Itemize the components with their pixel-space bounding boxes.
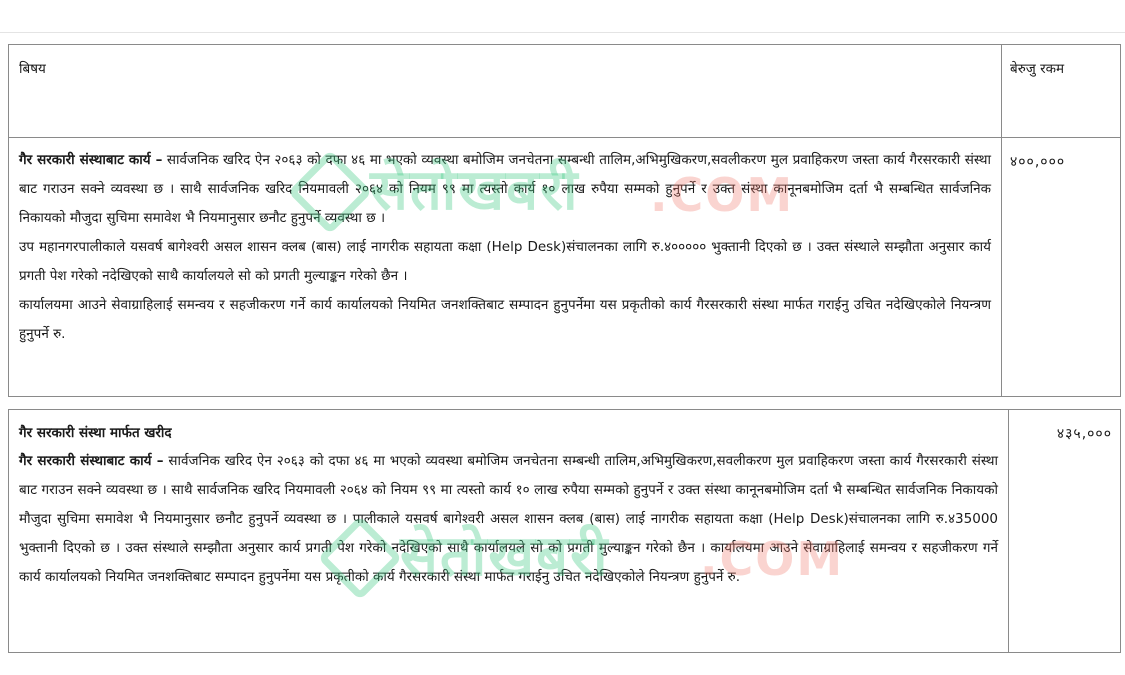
header-subject-cell (9, 45, 1002, 138)
audit-table-2 (8, 409, 1121, 653)
amount-cell (1009, 410, 1121, 653)
top-divider (0, 32, 1125, 33)
audit-table-1 (8, 44, 1121, 397)
paragraph-2: उप महानगरपालीकाले यसवर्ष बागेश्वरी असल शासन क्लब (बास) लाई नागरीक सहायता कक्षा (Help Desk)संचालनका लागि रु.४००००० भुक्तानी दिएको छ । उक्त संस्थाले सम्झौता अनुसार कार्य प्रगती पेश गरेको नदेखिएको साथै कार्यालयले सो को प्रगती मुल्याङ्कन गरेको छैन । (19, 239, 991, 284)
subject-heading: गैर सरकारी संस्थाबाट कार्य – (19, 453, 164, 469)
amount-value: ४३५,००० (1056, 426, 1112, 442)
table-header-row (9, 45, 1121, 138)
section-title: गैर सरकारी संस्था मार्फत खरीद (19, 425, 172, 441)
subject-cell (9, 138, 1002, 397)
header-amount: बेरुजु रकम (1010, 61, 1065, 77)
table-row (9, 138, 1121, 397)
subject-heading: गैर सरकारी संस्थाबाट कार्य – (19, 152, 163, 168)
header-amount-cell (1002, 45, 1121, 138)
header-subject: बिषय (19, 61, 46, 77)
paragraph-1-text: सार्वजनिक खरिद ऐन २०६३ को दफा ४६ मा भएको व्यवस्था बमोजिम जनचेतना सम्बन्धी तालिम,अभिमुखिकरण,सवलीकरण मुल प्रवाहिकरण जस्ता कार्य गैरसरकारी संस्था बाट गराउन सक्ने व्यवस्था छ । साथै सार्वजनिक खरिद नियमावली २०६४ को नियम ९९ मा त्यस्तो कार्य १० लाख रुपैया सम्मको हुनुपर्ने र उक्त संस्था कानूनबमोजिम दर्ता भै सम्बन्धित सार्वजनिक निकायको मौजुदा सुचिमा समावेश भै नियमानुसार छनौट हुनुपर्ने व्यवस्था छ । पालीकाले यसवर्ष बागेश्वरी असल शासन क्लब (बास) लाई नागरीक सहायता कक्षा (Help Desk)संचालनका लागि रु.४35000 भुक्तानी दिएको छ । उक्त संस्थाले सम्झौता अनुसार कार्य प्रगती पेश गरेको नदेखिएको साथै कार्यालयले सो को प्रगती मुल्याङ्कन गरेको छैन । कार्यालयमा आउने सेवाग्राहिलाई समन्वय र सहजीकरण गर्ने कार्य कार्यालयको नियमित जनशक्तिबाट सम्पादन हुनुपर्नेमा यस प्रकृतीको कार्य गैरसरकारी संस्था मार्फत गराईनु उचित नदेखिएकोले नियन्त्रण हुनुपर्ने रु. (19, 453, 999, 585)
amount-cell (1002, 138, 1121, 397)
watermark-suffix: .COM (700, 532, 845, 586)
watermark-brand: सेतोखबरी (400, 524, 610, 589)
paragraph-3: कार्यालयमा आउने सेवाग्राहिलाई समन्वय र सहजीकरण गर्ने कार्य कार्यालयको नियमित जनशक्तिबाट सम्पादन हुनुपर्नेमा यस प्रकृतीको कार्य गैरसरकारी संस्था मार्फत गराईनु उचित नदेखिएकोले नियन्त्रण हुनुपर्ने रु. (19, 297, 991, 342)
paragraph-1 (19, 447, 998, 592)
watermark-suffix: .COM (650, 168, 795, 222)
table-row (9, 410, 1121, 653)
paragraph-1-text: सार्वजनिक खरिद ऐन २०६३ को दफा ४६ मा भएको व्यवस्था बमोजिम जनचेतना सम्बन्धी तालिम,अभिमुखिकरण,सवलीकरण मुल प्रवाहिकरण जस्ता कार्य गैरसरकारी संस्था बाट गराउन सक्ने व्यवस्था छ । साथै सार्वजनिक खरिद नियमावली २०६४ को नियम ९९ मा त्यस्तो कार्य १० लाख रुपैया सम्मको हुनुपर्ने र उक्त संस्था कानूनबमोजिम दर्ता भै सम्बन्धित सार्वजनिक निकायको मौजुदा सुचिमा समावेश भै नियमानुसार छनौट हुनुपर्ने व्यवस्था छ । (19, 152, 991, 226)
paragraph-1 (19, 146, 991, 233)
amount-value: ४००,००० (1010, 154, 1066, 170)
subject-cell (9, 410, 1009, 653)
watermark-brand: सेतोखबरी (370, 158, 580, 223)
